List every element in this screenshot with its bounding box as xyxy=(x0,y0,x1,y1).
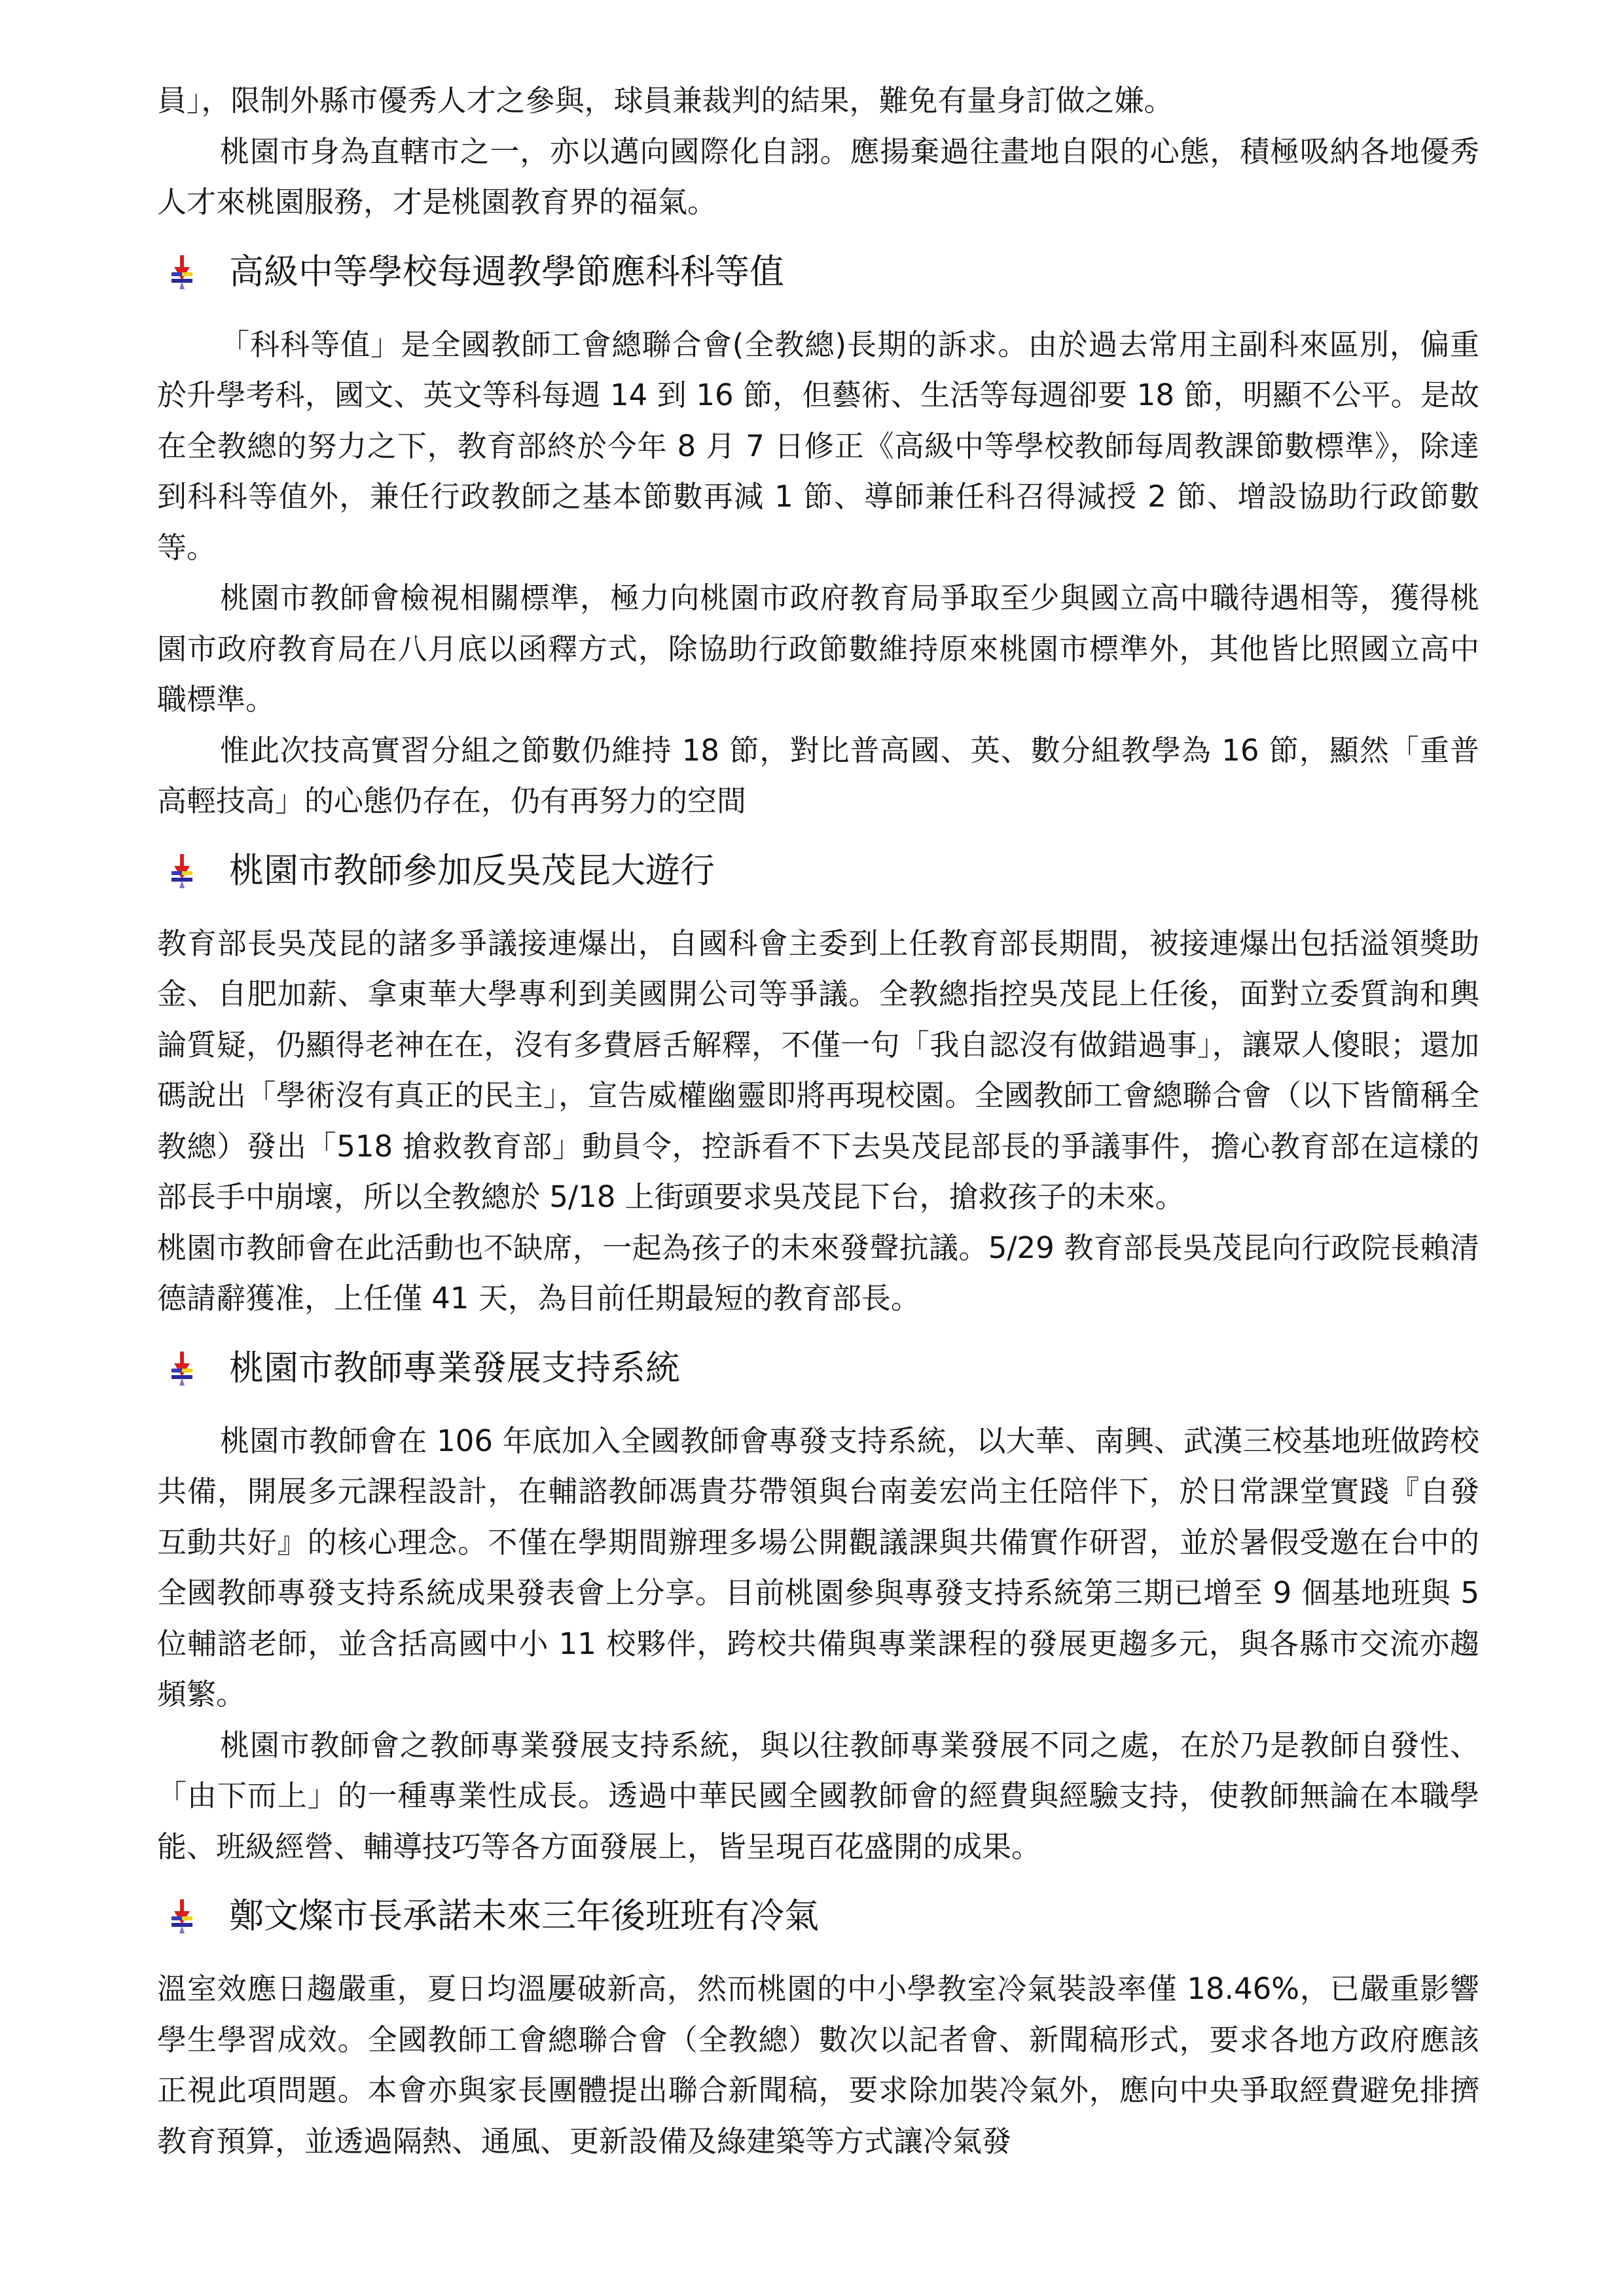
section-1-paragraph-3: 惟此次技高實習分組之節數仍維持 18 節，對比普高國、英、數分組教學為 16 節，顯然「重普高輕技高」的心態仍存在，仍有再努力的空間 xyxy=(157,732,1479,818)
section-3-paragraph-1: 桃園市教師會在 106 年底加入全國教師會專發支持系統，以大華、南興、武漢三校基地班做跨校共備，開展多元課程設計，在輔諮教師馮貴芬帶領與台南姜宏尚主任陪伴下，於日常課堂實踐『自發互動共好』的核心理念。不僅在學期間辦理多場公開觀議課與共備實作研習，並於暑假受邀在台中的全國教師專發支持系統成果發表會上分享。目前桃園參與專發支持系統第三期已增至 9 個基地班與 5 位輔諮老師，並含括高國中小 11 校夥伴，跨校共備與專業課程的發展更趨多元，與各縣市交流亦趨頻繁。 xyxy=(157,1423,1479,1712)
section-2-paragraph-2: 桃園市教師會在此活動也不缺席，一起為孩子的未來發聲抗議。5/29 教育部長吳茂昆向行政院長賴清德請辭獲准，上任僅 41 天，為目前任期最短的教育部長。 xyxy=(157,1230,1479,1316)
section-heading-text: 桃園市教師專業發展支持系統 xyxy=(229,1348,680,1388)
section-heading-2 xyxy=(157,832,1479,910)
arrow-bullet-icon xyxy=(162,1349,202,1388)
section-1-paragraph-1: 「科科等值」是全國教師工會總聯合會(全教總)長期的訴求。由於過去常用主副科來區別，偏重於升學考科，國文、英文等科每週 14 到 16 節，但藝術、生活等每週卻要 18 節，明顯不公平。是故在全教總的努力之下，教育部終於今年 8 月 7 日修正《高級中等學校教師每周教課節數標準》，除達到科科等值外，兼任行政教師之基本節數再減 1 節、導師兼任科召得減授 2 節、增設協助行政節數等。 xyxy=(157,327,1479,565)
section-1-paragraph-2: 桃園市教師會檢視相關標準，極力向桃園市政府教育局爭取至少與國立高中職待遇相等，獲得桃園市政府教育局在八月底以函釋方式，除協助行政節數維持原來桃園市標準外，其他皆比照國立高中職標準。 xyxy=(157,581,1479,717)
arrow-bullet-icon xyxy=(162,852,202,891)
section-heading-1 xyxy=(157,233,1479,312)
section-4-paragraph-1: 溫室效應日趨嚴重，夏日均溫屢破新高，然而桃園的中小學教室冷氣裝設率僅 18.46%，已嚴重影響學生學習成效。全國教師工會總聯合會（全教總）數次以記者會、新聞稿形式，要求各地方政府應該正視此項問題。本會亦與家長團體提出聯合新聞稿，要求除加裝冷氣外，應向中央爭取經費避免排擠教育預算，並透過隔熱、通風、更新設備及綠建築等方式讓冷氣發 xyxy=(157,1971,1479,2159)
section-heading-3 xyxy=(157,1329,1479,1408)
section-heading-4 xyxy=(157,1877,1479,1956)
intro-paragraph-2: 桃園市身為直轄市之一，亦以邁向國際化自詡。應揚棄過往畫地自限的心態，積極吸納各地優秀人才來桃園服務，才是桃園教育界的福氣。 xyxy=(157,134,1479,219)
section-3-paragraph-2: 桃園市教師會之教師專業發展支持系統，與以往教師專業發展不同之處，在於乃是教師自發性、「由下而上」的一種專業性成長。透過中華民國全國教師會的經費與經驗支持，使教師無論在本職學能、班級經營、輔導技巧等各方面發展上，皆呈現百花盛開的成果。 xyxy=(157,1727,1479,1864)
arrow-bullet-icon xyxy=(162,253,202,292)
section-heading-text: 高級中等學校每週教學節應科科等值 xyxy=(229,251,784,292)
intro-paragraph-1: 員」，限制外縣市優秀人才之參與，球員兼裁判的結果，難免有量身訂做之嫌。 xyxy=(157,83,1174,118)
document-page xyxy=(157,75,1479,2166)
arrow-bullet-icon xyxy=(162,1897,202,1936)
section-2-paragraph-1: 教育部長吳茂昆的諸多爭議接連爆出，自國科會主委到上任教育部長期間，被接連爆出包括溢領獎助金、自肥加薪、拿東華大學專利到美國開公司等爭議。全教總指控吳茂昆上任後，面對立委質詢和輿論質疑，仍顯得老神在在，沒有多費唇舌解釋，不僅一句「我自認沒有做錯過事」，讓眾人傻眼；還加碼說出「學術沒有真正的民主」，宣告威權幽靈即將再現校園。全國教師工會總聯合會（以下皆簡稱全教總）發出「518 搶救教育部」動員令，控訴看不下去吳茂昆部長的爭議事件，擔心教育部在這樣的部長手中崩壞，所以全教總於 5/18 上街頭要求吳茂昆下台，搶救孩子的未來。 xyxy=(157,925,1479,1214)
section-heading-text: 鄭文燦市長承諾未來三年後班班有冷氣 xyxy=(229,1896,819,1936)
section-heading-text: 桃園市教師參加反吳茂昆大遊行 xyxy=(229,850,715,891)
